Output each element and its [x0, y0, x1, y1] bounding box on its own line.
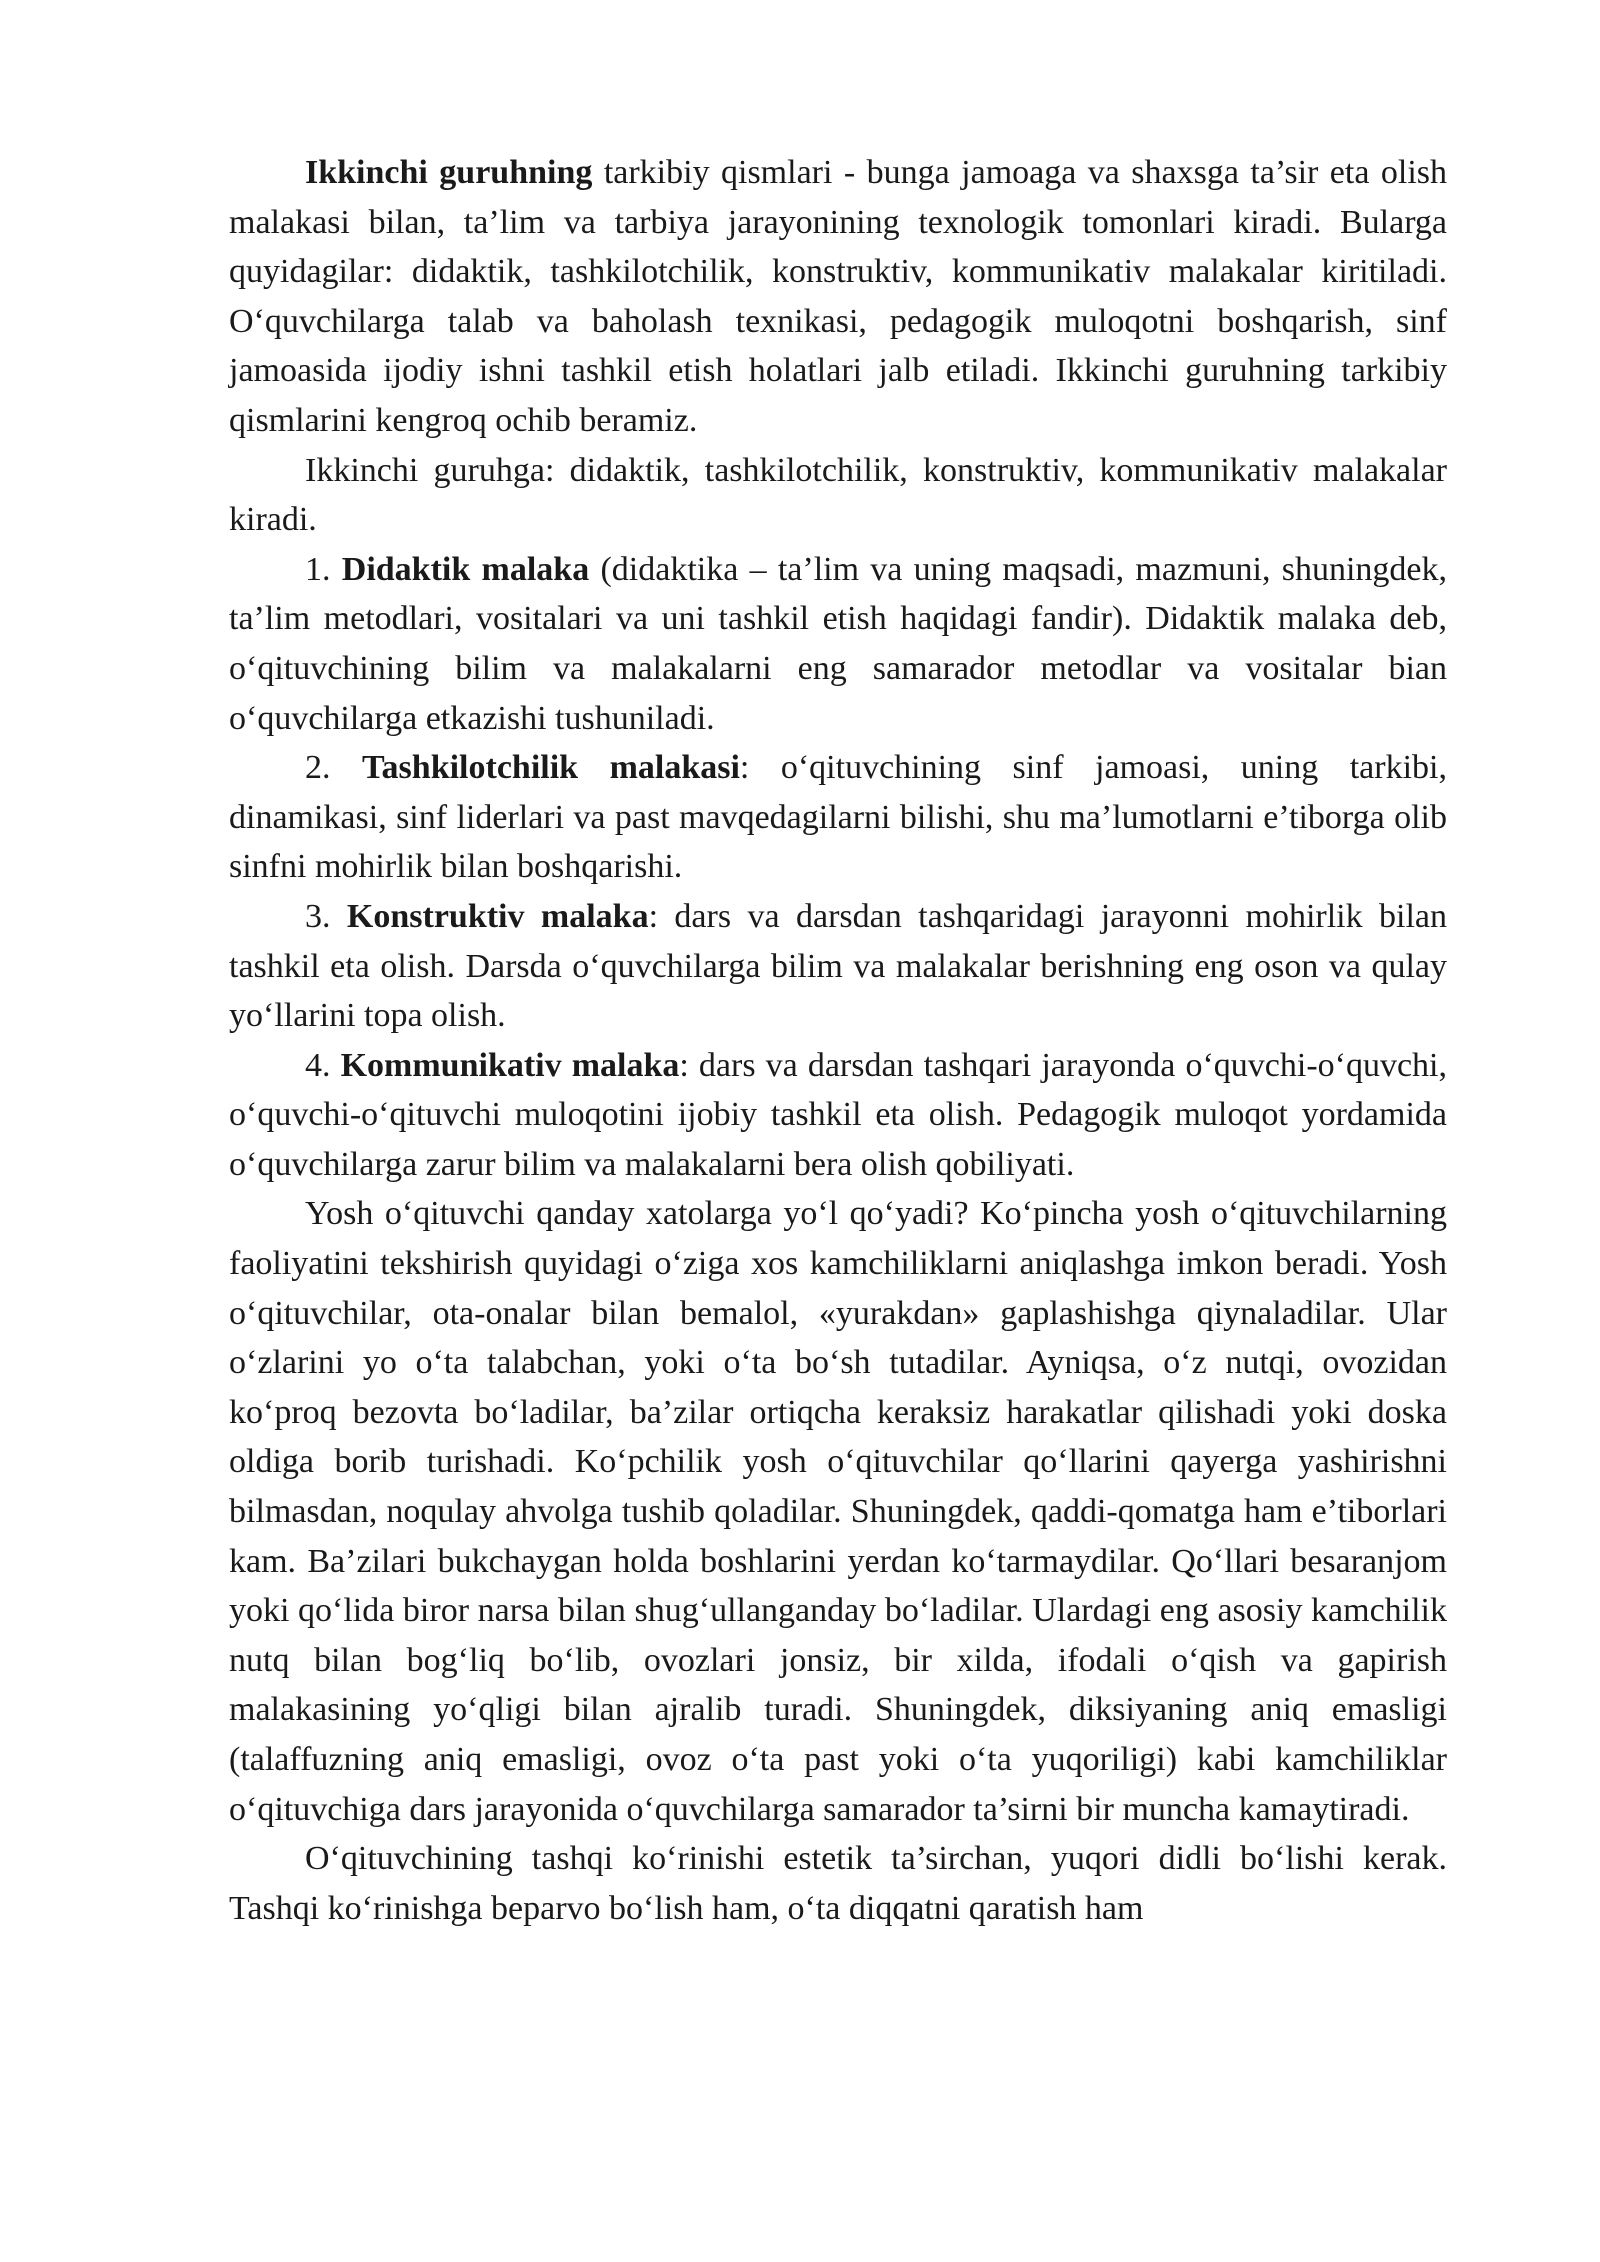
- list-item-number: 4.: [305, 1046, 341, 1084]
- paragraph-text: Ikkinchi guruhga: didaktik, tashkilotchilik, konstruktiv, kommunikativ malakalar kiradi.: [229, 451, 1447, 539]
- list-item-text: : dars va darsdan tashqaridagi jarayonni mohirlik bilan tashkil eta olish. Darsda o‘quvchilarga bilim va malakalar berishning eng oson va qulay yo‘llarini topa olish.: [229, 897, 1447, 1035]
- paragraph-text: Yosh o‘qituvchi qanday xatolarga yo‘l qo‘yadi? Ko‘pincha yosh o‘qituvchilarning faoliyatini tekshirish quyidagi o‘ziga xos kamchiliklarni aniqlashga imkon beradi. Yosh o‘qituvchilar, ota-onalar bilan bemalol, «yurakdan» gaplashishga qiynaladilar. Ular o‘zlarini yo o‘ta talabchan, yoki o‘ta bo‘sh tutadilar. Ayniqsa, o‘z nutqi, ovozidan ko‘proq bezovta bo‘ladilar, ba’zilar ortiqcha keraksiz harakatlar qilishadi yoki doska oldiga borib turishadi. Ko‘pchilik yosh o‘qituvchilar qo‘llarini qayerga yashirishni bilmasdan, noqulay ahvolga tushib qoladilar. Shuningdek, qaddi-qomatga ham e’tiborlari kam. Ba’zilari bukchaygan holda boshlarini yerdan ko‘tarmaydilar. Qo‘llari besaranjom yoki qo‘lida biror narsa bilan shug‘ullanganday bo‘ladilar. Ulardagi eng asosiy kamchilik nutq bilan bog‘liq bo‘lib, ovozlari jonsiz, bir xilda, ifodali o‘qish va gapirish malakasining yo‘qligi bilan ajralib turadi. Shuningdek, diksiyaning aniq emasligi (talaffuzning aniq emasligi, ovoz o‘ta past yoki o‘ta yuqoriligi) kabi kamchiliklar o‘qituvchiga dars jarayonida o‘quvchilarga samarador ta’sirni bir muncha kamaytiradi.: [229, 1195, 1447, 1828]
- paragraph-text: tarkibiy qismlari - bunga jamoaga va shaxsga ta’sir eta olish malakasi bilan, ta’lim va tarbiya jarayonining texnologik tomonlari kiradi. Bularga quyidagilar: didaktik, tashkilotchilik, konstruktiv, kommunikativ malakalar kiritiladi. O‘quvchilarga talab va baholash texnikasi, pedagogik muloqotni boshqarish, sinf jamoasida ijodiy ishni tashkil etish holatlari jalb etiladi. Ikkinchi guruhning tarkibiy qismlarini kengroq ochib beramiz.: [229, 154, 1447, 439]
- list-item-number: 1.: [305, 550, 342, 588]
- list-item-term: Kommunikativ malaka: [340, 1046, 680, 1084]
- list-item-term: Konstruktiv malaka: [346, 897, 649, 935]
- paragraph-young-teacher-mistakes: [229, 1189, 1447, 1834]
- paragraph-teacher-appearance: [229, 1834, 1447, 1933]
- list-item-number: 3.: [305, 897, 347, 935]
- paragraph-second-group-intro: [229, 148, 1447, 446]
- list-item-organizational-skill: [229, 743, 1447, 892]
- paragraph-lead-bold: Ikkinchi guruhning: [305, 154, 593, 191]
- list-item-text: (didaktika – ta’lim va uning maqsadi, mazmuni, shuningdek, ta’lim metodlari, vositalari va uni tashkil etish haqidagi fandir). Didaktik malaka deb, o‘qituvchining bilim va malakalarni eng samarador metodlar va vositalar bian o‘quvchilarga etkazishi tushuniladi.: [229, 550, 1447, 737]
- paragraph-text: O‘qituvchining tashqi ko‘rinishi estetik ta’sirchan, yuqori didli bo‘lishi kerak. Tashqi ko‘rinishga beparvo bo‘lish ham, o‘ta diqqatni qaratish ham: [229, 1840, 1447, 1927]
- list-item-text: : dars va darsdan tashqari jarayonda o‘quvchi-o‘quvchi, o‘quvchi-o‘qituvchi muloqotini ijobiy tashkil eta olish. Pedagogik muloqot yordamida o‘quvchilarga zarur bilim va malakalarni bera olish qobiliyati.: [229, 1046, 1447, 1183]
- paragraph-second-group-list: [229, 446, 1447, 545]
- document-page: [229, 148, 1447, 1933]
- list-item-communicative-skill: [229, 1041, 1447, 1190]
- list-item-constructive-skill: [229, 892, 1447, 1041]
- list-item-term: Tashkilotchilik malakasi: [362, 749, 740, 787]
- list-item-term: Didaktik malaka: [341, 550, 590, 588]
- list-item-text: : o‘qituvchining sinf jamoasi, uning tarkibi, dinamikasi, sinf liderlari va past mavqedagilarni bilishi, shu ma’lumotlarni e’tiborga olib sinfni mohirlik bilan boshqarishi.: [229, 749, 1447, 886]
- list-item-didactic-skill: [229, 545, 1447, 743]
- list-item-number: 2.: [305, 749, 362, 787]
